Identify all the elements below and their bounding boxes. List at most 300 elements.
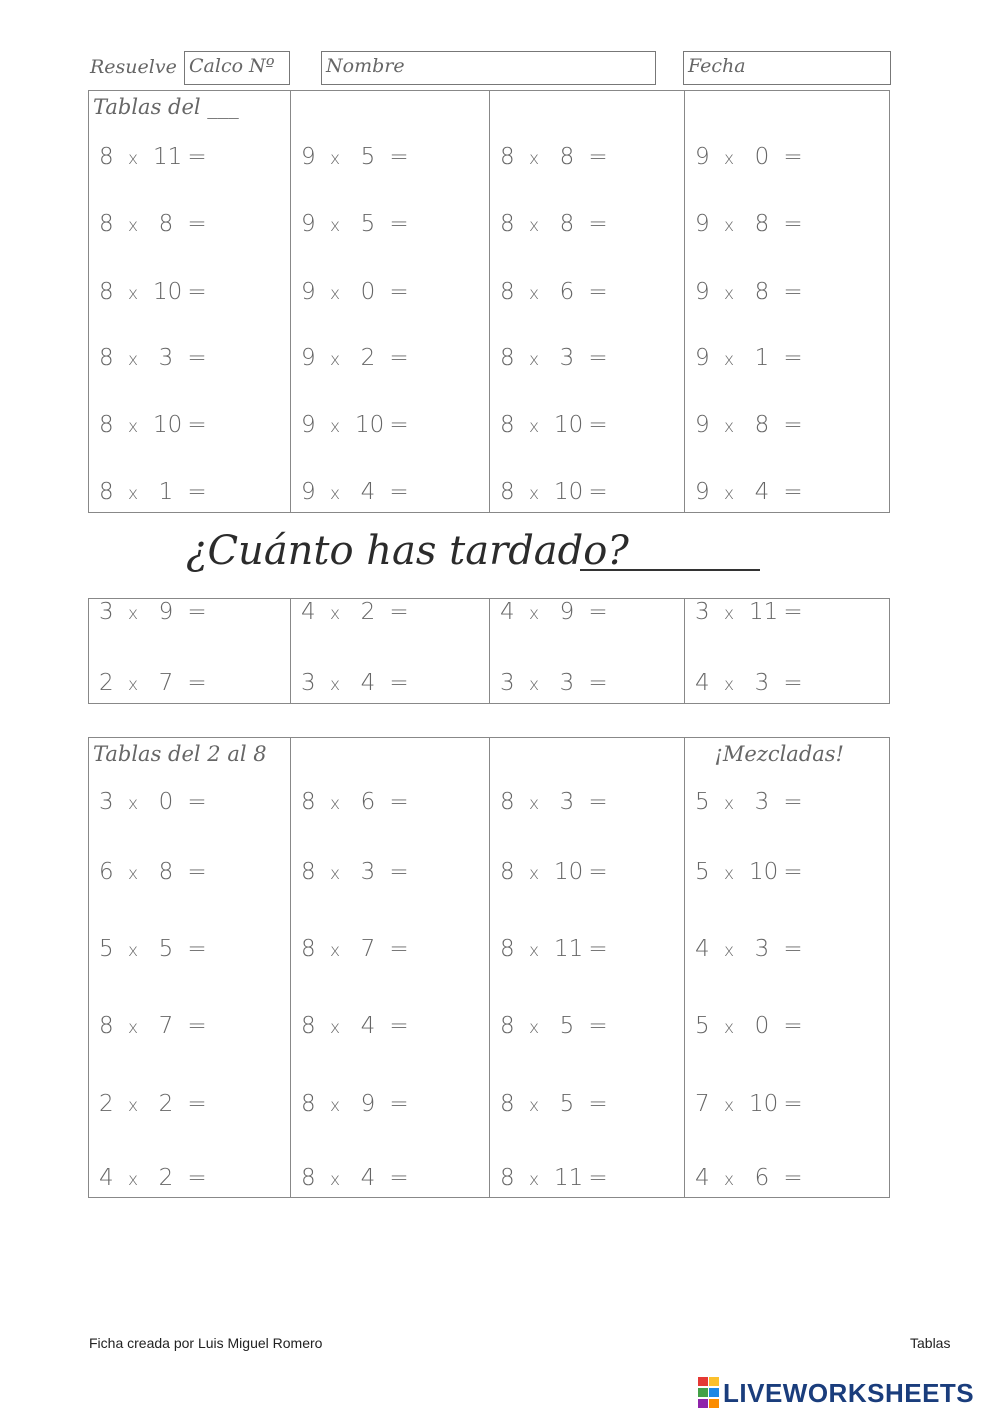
multiplication-exercise[interactable] (500, 859, 616, 887)
calco-field[interactable]: Calco Nº (184, 51, 290, 85)
times-sign: x (329, 794, 341, 814)
nombre-field[interactable]: Nombre (321, 51, 656, 85)
factor-b: 2 (158, 1165, 174, 1191)
factor-a: 8 (99, 144, 114, 170)
time-question: ¿Cuánto has tardado? (186, 528, 629, 574)
equals-sign: = (187, 670, 207, 696)
factor-a: 8 (500, 859, 515, 885)
times-sign: x (329, 216, 341, 236)
factor-b: 8 (158, 859, 174, 885)
logo-square (709, 1377, 719, 1386)
footer-title: Tablas (910, 1335, 951, 1351)
logo-square (709, 1388, 719, 1397)
factor-a: 4 (695, 936, 710, 962)
equals-sign: = (389, 599, 409, 625)
factor-b: 10 (554, 859, 584, 885)
times-sign: x (329, 149, 341, 169)
equals-sign: = (588, 859, 608, 885)
times-sign: x (127, 417, 139, 437)
times-sign: x (127, 216, 139, 236)
factor-b: 10 (749, 1091, 779, 1117)
times-sign: x (127, 1096, 139, 1116)
factor-a: 8 (500, 412, 515, 438)
factor-a: 6 (99, 859, 114, 885)
times-sign: x (528, 941, 540, 961)
factor-b: 1 (158, 479, 174, 505)
multiplication-exercise[interactable] (99, 789, 215, 817)
factor-b: 0 (754, 144, 770, 170)
exercise-column (684, 599, 890, 703)
factor-a: 8 (99, 1013, 114, 1039)
multiplication-exercise[interactable] (695, 1165, 811, 1193)
equals-sign: = (187, 279, 207, 305)
multiplication-exercise[interactable] (695, 479, 811, 507)
factor-b: 9 (360, 1091, 376, 1117)
brand-name: LIVEWORKSHEETS (723, 1377, 975, 1408)
factor-a: 2 (99, 670, 114, 696)
factor-a: 9 (301, 345, 316, 371)
multiplication-exercise[interactable] (301, 670, 417, 698)
equals-sign: = (588, 1013, 608, 1039)
factor-a: 4 (695, 1165, 710, 1191)
equals-sign: = (588, 144, 608, 170)
factor-a: 8 (301, 1013, 316, 1039)
factor-a: 9 (695, 144, 710, 170)
times-sign: x (329, 864, 341, 884)
logo-square (698, 1388, 708, 1397)
factor-b: 10 (355, 412, 385, 438)
times-sign: x (329, 1096, 341, 1116)
multiplication-exercise[interactable] (301, 345, 417, 373)
footer-author: Ficha creada por Luis Miguel Romero (89, 1335, 323, 1351)
multiplication-exercise[interactable] (301, 1165, 417, 1193)
factor-a: 5 (695, 859, 710, 885)
times-sign: x (329, 484, 341, 504)
multiplication-exercise[interactable] (99, 211, 215, 239)
equals-sign: = (389, 211, 409, 237)
multiplication-exercise[interactable] (695, 936, 811, 964)
factor-b: 9 (559, 599, 575, 625)
factor-b: 4 (754, 479, 770, 505)
factor-b: 3 (754, 789, 770, 815)
factor-a: 8 (301, 936, 316, 962)
factor-a: 9 (301, 279, 316, 305)
equals-sign: = (783, 1091, 803, 1117)
factor-a: 8 (500, 1091, 515, 1117)
factor-b: 5 (360, 211, 376, 237)
multiplication-exercise[interactable] (695, 670, 811, 698)
multiplication-exercise[interactable] (301, 936, 417, 964)
times-sign: x (127, 284, 139, 304)
factor-a: 8 (500, 211, 515, 237)
multiplication-exercise[interactable] (695, 211, 811, 239)
factor-b: 3 (754, 936, 770, 962)
equals-sign: = (588, 412, 608, 438)
factor-b: 10 (153, 279, 183, 305)
times-sign: x (528, 1170, 540, 1190)
multiplication-exercise[interactable] (500, 345, 616, 373)
times-sign: x (329, 604, 341, 624)
equals-sign: = (187, 789, 207, 815)
multiplication-exercise[interactable] (695, 1091, 811, 1119)
multiplication-exercise[interactable] (500, 1165, 616, 1193)
multiplication-exercise[interactable] (301, 789, 417, 817)
equals-sign: = (389, 144, 409, 170)
factor-b: 10 (554, 412, 584, 438)
equals-sign: = (588, 599, 608, 625)
factor-b: 2 (360, 599, 376, 625)
times-sign: x (127, 941, 139, 961)
equals-sign: = (389, 936, 409, 962)
factor-a: 9 (695, 279, 710, 305)
factor-b: 9 (158, 599, 174, 625)
exercise-column (290, 599, 490, 703)
mezcladas-label: ¡Mezcladas! (714, 742, 844, 766)
factor-a: 8 (301, 1165, 316, 1191)
equals-sign: = (783, 144, 803, 170)
exercise-column (89, 91, 290, 512)
times-sign: x (723, 675, 735, 695)
time-answer-line[interactable] (580, 569, 760, 571)
factor-b: 0 (158, 789, 174, 815)
equals-sign: = (187, 479, 207, 505)
multiplication-exercise[interactable] (99, 859, 215, 887)
factor-a: 7 (695, 1091, 710, 1117)
multiplication-exercise[interactable] (99, 1165, 215, 1193)
multiplication-exercise[interactable] (695, 412, 811, 440)
times-sign: x (528, 284, 540, 304)
factor-a: 9 (695, 345, 710, 371)
multiplication-exercise[interactable] (99, 1013, 215, 1041)
multiplication-exercise[interactable] (99, 412, 215, 440)
exercise-block-1 (88, 90, 890, 513)
times-sign: x (723, 350, 735, 370)
factor-b: 4 (360, 670, 376, 696)
equals-sign: = (588, 1091, 608, 1117)
factor-b: 8 (754, 412, 770, 438)
factor-a: 3 (695, 599, 710, 625)
equals-sign: = (389, 670, 409, 696)
equals-sign: = (187, 599, 207, 625)
multiplication-exercise[interactable] (99, 345, 215, 373)
times-sign: x (329, 1170, 341, 1190)
factor-b: 8 (559, 211, 575, 237)
multiplication-exercise[interactable] (695, 345, 811, 373)
equals-sign: = (389, 345, 409, 371)
multiplication-exercise[interactable] (301, 599, 417, 627)
equals-sign: = (588, 789, 608, 815)
equals-sign: = (187, 144, 207, 170)
factor-a: 3 (99, 789, 114, 815)
times-sign: x (127, 1018, 139, 1038)
multiplication-exercise[interactable] (695, 1013, 811, 1041)
factor-b: 0 (754, 1013, 770, 1039)
times-sign: x (127, 864, 139, 884)
multiplication-exercise[interactable] (99, 936, 215, 964)
factor-b: 3 (559, 789, 575, 815)
equals-sign: = (187, 1165, 207, 1191)
equals-sign: = (783, 1165, 803, 1191)
factor-a: 8 (500, 1165, 515, 1191)
times-sign: x (127, 350, 139, 370)
equals-sign: = (783, 599, 803, 625)
times-sign: x (528, 675, 540, 695)
multiplication-exercise[interactable] (301, 211, 417, 239)
exercise-block-3 (88, 737, 890, 1198)
factor-b: 8 (559, 144, 575, 170)
equals-sign: = (783, 789, 803, 815)
multiplication-exercise[interactable] (500, 144, 616, 172)
equals-sign: = (588, 279, 608, 305)
equals-sign: = (389, 279, 409, 305)
multiplication-exercise[interactable] (301, 279, 417, 307)
exercise-block-2 (88, 598, 890, 704)
factor-a: 8 (99, 412, 114, 438)
equals-sign: = (588, 936, 608, 962)
block-label: Tablas del ___ (93, 95, 239, 119)
multiplication-exercise[interactable] (500, 412, 616, 440)
factor-a: 9 (301, 479, 316, 505)
factor-b: 3 (360, 859, 376, 885)
factor-b: 5 (559, 1091, 575, 1117)
equals-sign: = (187, 412, 207, 438)
factor-b: 6 (360, 789, 376, 815)
equals-sign: = (783, 211, 803, 237)
multiplication-exercise[interactable] (99, 599, 215, 627)
factor-a: 8 (99, 279, 114, 305)
times-sign: x (127, 794, 139, 814)
multiplication-exercise[interactable] (500, 211, 616, 239)
times-sign: x (329, 417, 341, 437)
factor-a: 4 (500, 599, 515, 625)
factor-b: 3 (559, 345, 575, 371)
factor-b: 3 (754, 670, 770, 696)
factor-b: 7 (158, 1013, 174, 1039)
factor-a: 8 (301, 859, 316, 885)
factor-b: 5 (158, 936, 174, 962)
exercise-column (290, 738, 490, 1197)
multiplication-exercise[interactable] (99, 144, 215, 172)
factor-a: 5 (695, 1013, 710, 1039)
equals-sign: = (588, 211, 608, 237)
factor-a: 8 (500, 1013, 515, 1039)
multiplication-exercise[interactable] (99, 279, 215, 307)
times-sign: x (127, 675, 139, 695)
factor-a: 4 (99, 1165, 114, 1191)
factor-b: 1 (754, 345, 770, 371)
equals-sign: = (389, 1013, 409, 1039)
times-sign: x (528, 417, 540, 437)
factor-a: 8 (500, 936, 515, 962)
exercise-column (489, 91, 685, 512)
multiplication-exercise[interactable] (99, 670, 215, 698)
factor-a: 4 (301, 599, 316, 625)
factor-b: 4 (360, 1165, 376, 1191)
exercise-column (290, 91, 490, 512)
multiplication-exercise[interactable] (301, 1091, 417, 1119)
equals-sign: = (588, 479, 608, 505)
times-sign: x (127, 1170, 139, 1190)
multiplication-exercise[interactable] (500, 279, 616, 307)
equals-sign: = (389, 1091, 409, 1117)
factor-a: 8 (500, 479, 515, 505)
factor-a: 8 (500, 345, 515, 371)
factor-a: 9 (301, 412, 316, 438)
factor-b: 4 (360, 1013, 376, 1039)
multiplication-exercise[interactable] (500, 479, 616, 507)
factor-b: 11 (153, 144, 183, 170)
factor-b: 4 (360, 479, 376, 505)
times-sign: x (127, 604, 139, 624)
factor-a: 8 (500, 144, 515, 170)
times-sign: x (329, 675, 341, 695)
fecha-field[interactable]: Fecha (683, 51, 891, 85)
block-label: Tablas del 2 al 8 (93, 742, 267, 766)
times-sign: x (723, 284, 735, 304)
times-sign: x (528, 350, 540, 370)
factor-a: 8 (301, 789, 316, 815)
equals-sign: = (783, 479, 803, 505)
logo-square (698, 1377, 708, 1386)
factor-b: 8 (754, 279, 770, 305)
factor-a: 9 (695, 412, 710, 438)
factor-b: 10 (153, 412, 183, 438)
equals-sign: = (187, 859, 207, 885)
multiplication-exercise[interactable] (500, 1013, 616, 1041)
times-sign: x (528, 484, 540, 504)
multiplication-exercise[interactable] (500, 599, 616, 627)
multiplication-exercise[interactable] (301, 479, 417, 507)
factor-a: 8 (500, 789, 515, 815)
factor-a: 2 (99, 1091, 114, 1117)
factor-a: 5 (99, 936, 114, 962)
equals-sign: = (187, 936, 207, 962)
times-sign: x (528, 794, 540, 814)
factor-b: 6 (754, 1165, 770, 1191)
multiplication-exercise[interactable] (301, 859, 417, 887)
factor-a: 8 (99, 345, 114, 371)
equals-sign: = (783, 279, 803, 305)
factor-b: 5 (559, 1013, 575, 1039)
factor-b: 6 (559, 279, 575, 305)
equals-sign: = (588, 1165, 608, 1191)
equals-sign: = (783, 670, 803, 696)
equals-sign: = (783, 412, 803, 438)
times-sign: x (127, 484, 139, 504)
times-sign: x (723, 1170, 735, 1190)
equals-sign: = (783, 1013, 803, 1039)
factor-b: 3 (559, 670, 575, 696)
liveworksheets-logo (698, 1378, 998, 1408)
factor-b: 11 (554, 1165, 584, 1191)
times-sign: x (329, 941, 341, 961)
factor-b: 11 (554, 936, 584, 962)
factor-b: 0 (360, 279, 376, 305)
equals-sign: = (389, 1165, 409, 1191)
times-sign: x (127, 149, 139, 169)
logo-square (709, 1399, 719, 1408)
factor-a: 8 (301, 1091, 316, 1117)
factor-a: 3 (500, 670, 515, 696)
multiplication-exercise[interactable] (301, 1013, 417, 1041)
equals-sign: = (783, 859, 803, 885)
factor-b: 11 (749, 599, 779, 625)
factor-b: 5 (360, 144, 376, 170)
times-sign: x (528, 604, 540, 624)
factor-a: 9 (301, 211, 316, 237)
times-sign: x (723, 417, 735, 437)
equals-sign: = (187, 1013, 207, 1039)
exercise-column (684, 91, 890, 512)
times-sign: x (329, 350, 341, 370)
exercise-column (89, 599, 290, 703)
times-sign: x (723, 1096, 735, 1116)
equals-sign: = (187, 345, 207, 371)
factor-b: 10 (749, 859, 779, 885)
factor-b: 7 (360, 936, 376, 962)
multiplication-exercise[interactable] (695, 859, 811, 887)
multiplication-exercise[interactable] (500, 936, 616, 964)
multiplication-exercise[interactable] (695, 599, 811, 627)
times-sign: x (329, 284, 341, 304)
times-sign: x (528, 1018, 540, 1038)
equals-sign: = (389, 412, 409, 438)
exercise-column (489, 738, 685, 1197)
multiplication-exercise[interactable] (695, 279, 811, 307)
multiplication-exercise[interactable] (695, 789, 811, 817)
factor-a: 9 (695, 211, 710, 237)
multiplication-exercise[interactable] (500, 670, 616, 698)
exercise-column (489, 599, 685, 703)
factor-b: 3 (158, 345, 174, 371)
equals-sign: = (389, 479, 409, 505)
times-sign: x (528, 149, 540, 169)
factor-b: 10 (554, 479, 584, 505)
factor-b: 2 (158, 1091, 174, 1117)
times-sign: x (528, 1096, 540, 1116)
times-sign: x (723, 604, 735, 624)
factor-b: 8 (754, 211, 770, 237)
equals-sign: = (389, 789, 409, 815)
factor-a: 3 (301, 670, 316, 696)
times-sign: x (723, 864, 735, 884)
times-sign: x (723, 149, 735, 169)
multiplication-exercise[interactable] (695, 144, 811, 172)
resuelve-label: Resuelve (90, 56, 177, 78)
factor-a: 9 (695, 479, 710, 505)
times-sign: x (723, 1018, 735, 1038)
times-sign: x (528, 216, 540, 236)
factor-b: 2 (360, 345, 376, 371)
times-sign: x (723, 941, 735, 961)
factor-b: 7 (158, 670, 174, 696)
times-sign: x (723, 216, 735, 236)
multiplication-exercise[interactable] (301, 412, 417, 440)
multiplication-exercise[interactable] (99, 479, 215, 507)
exercise-column (684, 738, 890, 1197)
multiplication-exercise[interactable] (99, 1091, 215, 1119)
factor-a: 8 (500, 279, 515, 305)
multiplication-exercise[interactable] (500, 789, 616, 817)
equals-sign: = (389, 859, 409, 885)
times-sign: x (723, 484, 735, 504)
factor-a: 5 (695, 789, 710, 815)
multiplication-exercise[interactable] (500, 1091, 616, 1119)
factor-a: 9 (301, 144, 316, 170)
exercise-column (89, 738, 290, 1197)
logo-square (698, 1399, 708, 1408)
multiplication-exercise[interactable] (301, 144, 417, 172)
